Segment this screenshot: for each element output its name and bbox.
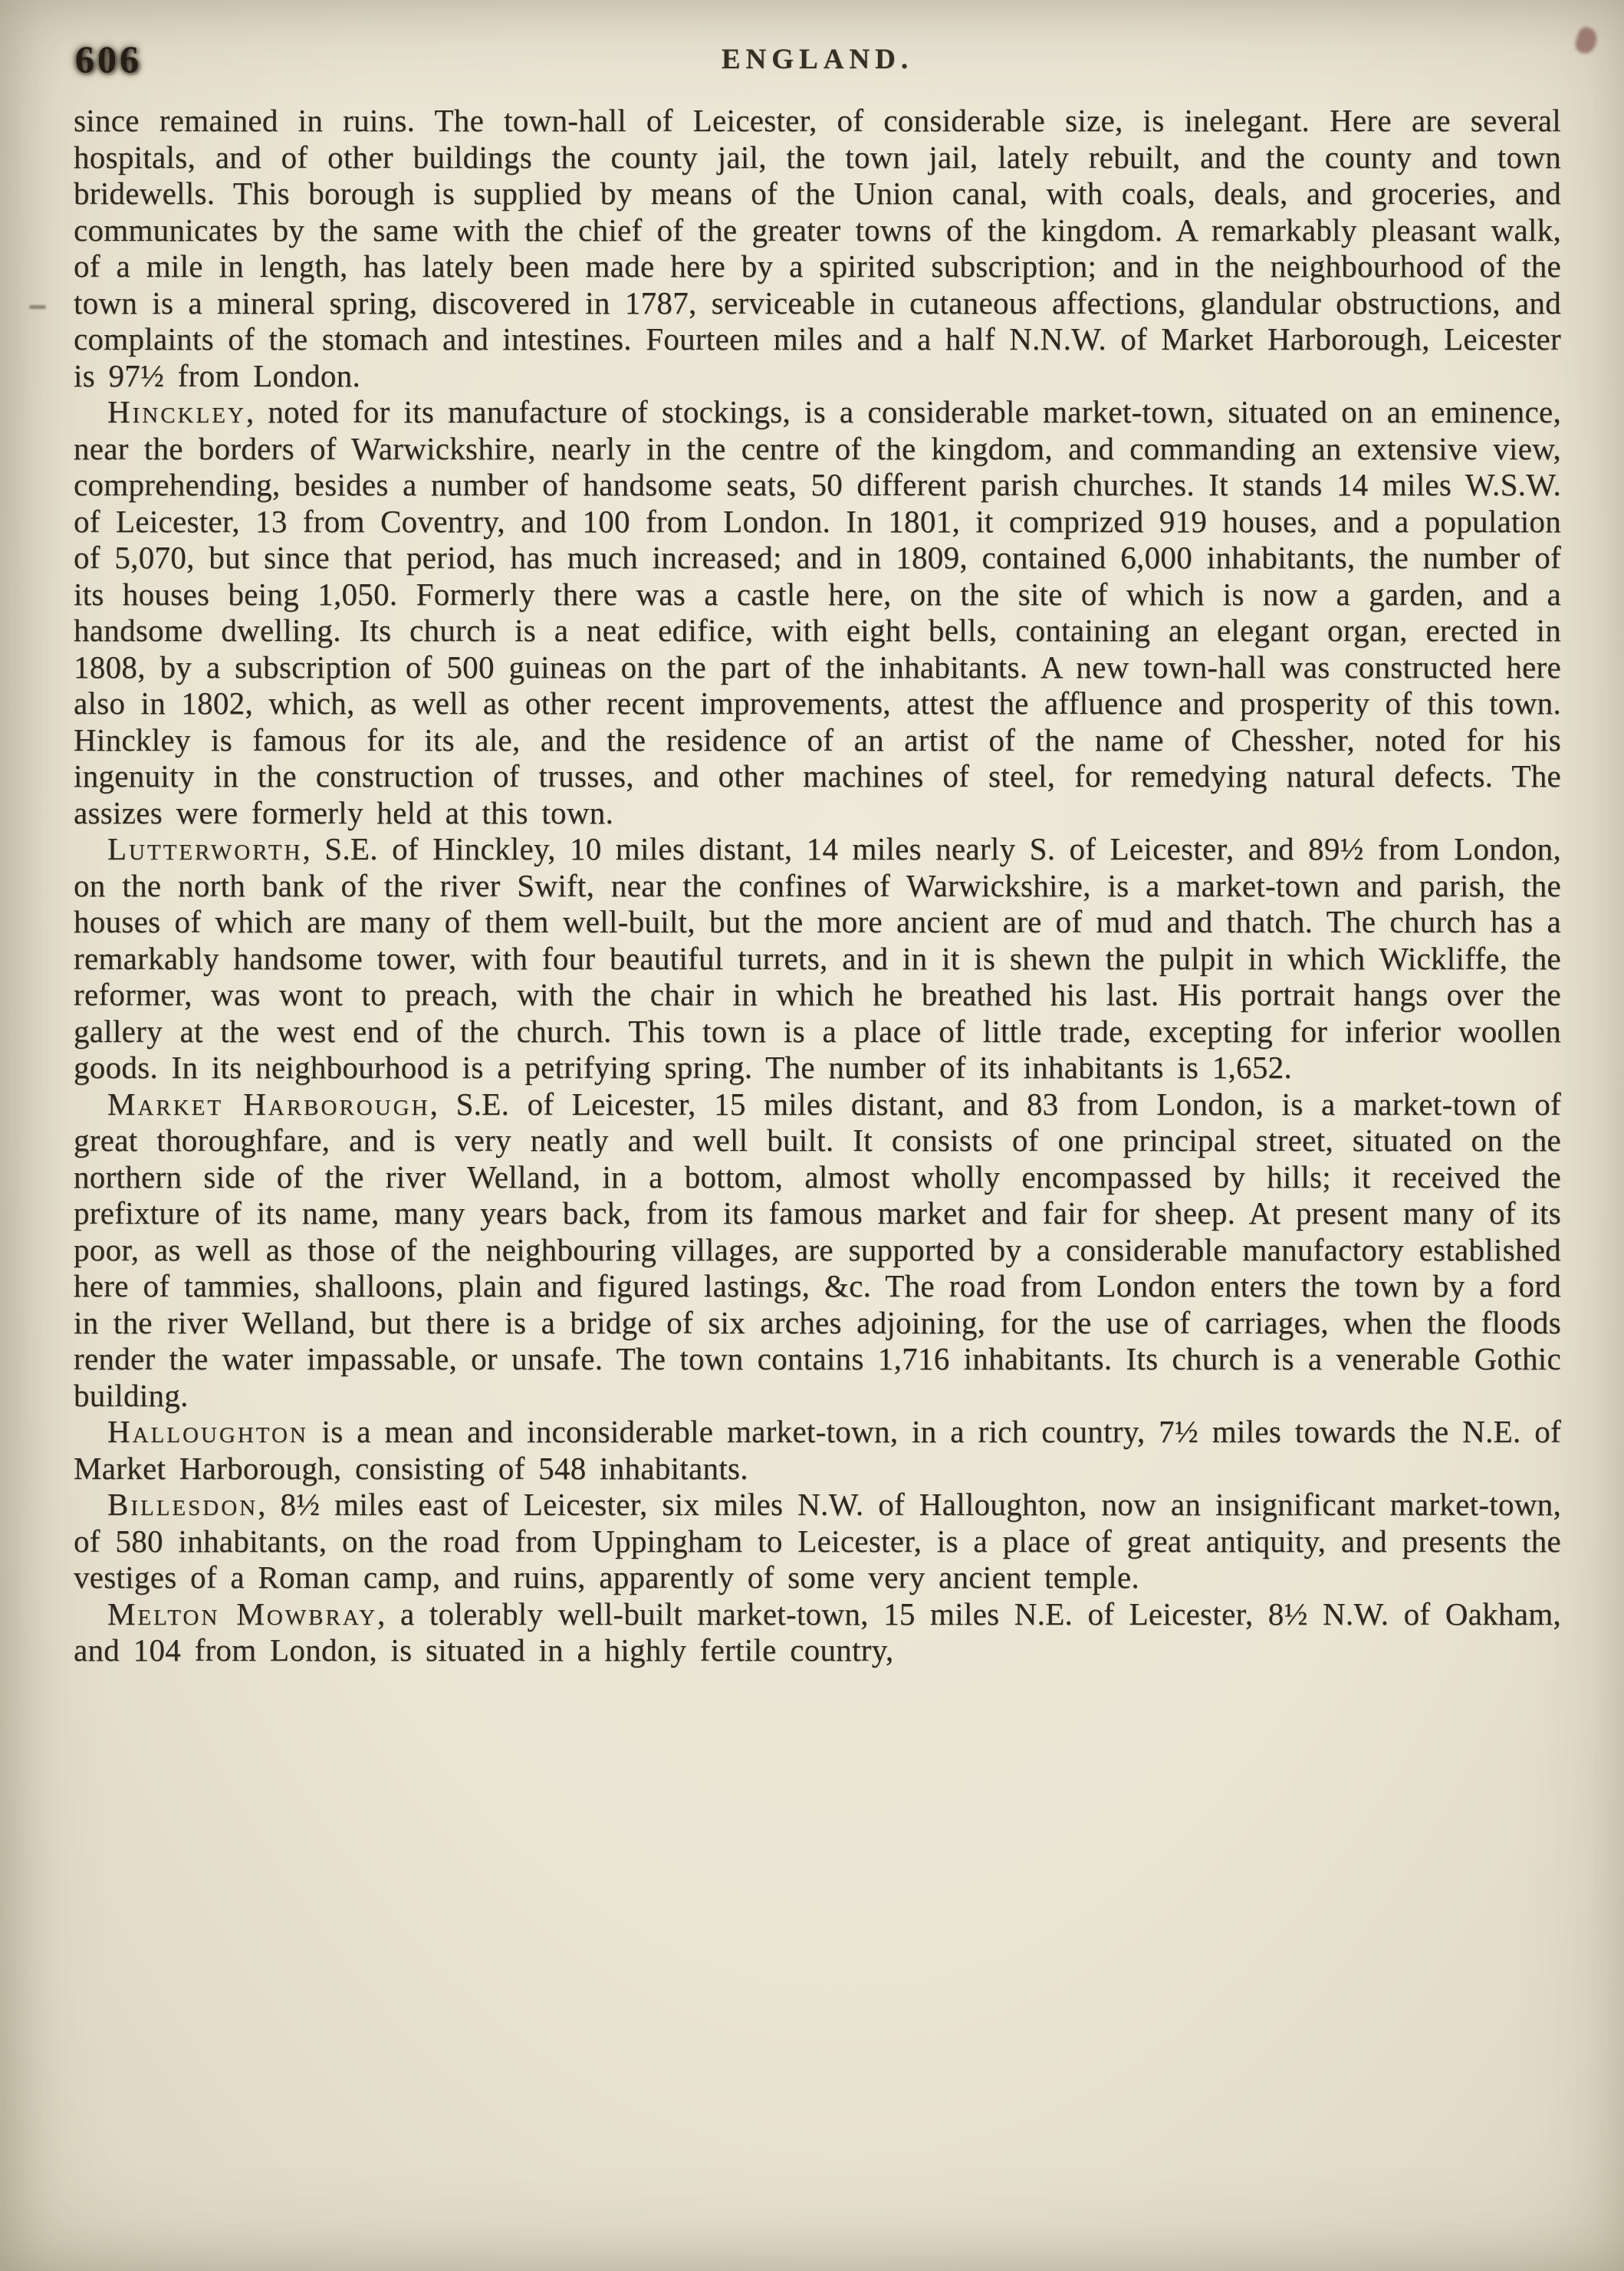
page-header (74, 37, 1561, 90)
scan-ink-mark (1573, 25, 1599, 56)
town-name: Market Harborough (107, 1086, 430, 1122)
paragraph-text: , S.E. of Hinckley, 10 miles distant, 14 miles nearly S. of Leicester, and 89½ from London, on the north bank of the river Swift, near the confines of Warwickshire, is a market-town and parish, the houses of which are many of them well-built, but the more ancient are of mud and thatch. The church has a remarkably handsome tower, with four beautiful turrets, and in it is shewn the pulpit in which Wickliffe, the reformer, was wont to preach, with the chair in which he breathed his last. His portrait hangs over the gallery at the west end of the church. This town is a place of little trade, excepting for inferior woollen goods. In its neighbourhood is a petrifying spring. The number of its inhabitants is 1,652. (74, 831, 1561, 1085)
town-name: Halloughton (107, 1414, 308, 1449)
paragraph (74, 103, 1561, 394)
page-number: 606 (75, 38, 142, 81)
paragraph (74, 831, 1561, 1086)
paragraph-text: , a tolerably well-built market-town, 15 miles N.E. of Leicester, 8½ N.W. of Oakham, and 104 from London, is situated in a highly fertile country, (74, 1596, 1561, 1668)
paragraph (74, 394, 1561, 831)
paragraph (74, 1596, 1561, 1669)
town-name: Billesdon (107, 1487, 258, 1522)
paragraph-text: since remained in ruins. The town-hall of Leicester, of considerable size, is inelegant. Here are several hospitals, and of other buildings the county jail, the town jail, lately rebuilt, and the county and town bridewells. This borough is supplied by means of the Union canal, with coals, deals, and groceries, and communicates by the same with the chief of the greater towns of the kingdom. A remarkably pleasant walk, of a mile in length, has lately been made here by a spirited subscription; and in the neighbourhood of the town is a mineral spring, discovered in 1787, serviceable in cutaneous affections, glandular obstructions, and complaints of the stomach and intestines. Fourteen miles and a half N.N.W. of Market Harborough, Leicester is 97½ from London. (74, 103, 1561, 393)
scan-margin-mark (29, 305, 46, 309)
page-body (74, 103, 1561, 1669)
town-name: Melton Mowbray (107, 1596, 378, 1632)
paragraph (74, 1086, 1561, 1415)
paragraph (74, 1414, 1561, 1487)
town-name: Hinckley (107, 394, 246, 429)
paragraph-text: , 8½ miles east of Leicester, six miles N.W. of Halloughton, now an insignificant market-town, of 580 inhabitants, on the road from Uppingham to Leicester, is a place of great antiquity, and presents the vestiges of a Roman camp, and ruins, apparently of some very ancient temple. (74, 1487, 1561, 1595)
running-title: ENGLAND. (721, 44, 914, 75)
paragraph (74, 1487, 1561, 1596)
town-name: Lutterworth (107, 831, 303, 866)
paragraph-text: , S.E. of Leicester, 15 miles distant, and 83 from London, is a market-town of great thoroughfare, and is very neatly and well built. It consists of one principal street, situated on the northern side of the river Welland, in a bottom, almost wholly encompassed by hills; it received the prefixture of its name, many years back, from its famous market and fair for sheep. At present many of its poor, as well as those of the neighbouring villages, are supported by a considerable manufactory established here of tammies, shalloons, plain and figured lastings, &c. The road from London enters the town by a ford in the river Welland, but there is a bridge of six arches adjoining, for the use of carriages, when the floods render the water impassable, or unsafe. The town contains 1,716 inhabitants. Its church is a venerable Gothic building. (74, 1086, 1561, 1413)
paragraph-text: is a mean and inconsiderable market-town, in a rich country, 7½ miles towards the N.E. of Market Harborough, consisting of 548 inhabitants. (74, 1414, 1561, 1486)
paragraph-text: , noted for its manufacture of stockings, is a considerable market-town, situated on an eminence, near the borders of Warwickshire, nearly in the centre of the kingdom, and commanding an extensive view, comprehending, besides a number of handsome seats, 50 different parish churches. It stands 14 miles W.S.W. of Leicester, 13 from Coventry, and 100 from London. In 1801, it comprized 919 houses, and a population of 5,070, but since that period, has much increased; and in 1809, contained 6,000 inhabitants, the number of its houses being 1,050. Formerly there was a castle here, on the site of which is now a garden, and a handsome dwelling. Its church is a neat edifice, with eight bells, containing an elegant organ, erected in 1808, by a subscription of 500 guineas on the part of the inhabitants. A new town-hall was constructed here also in 1802, which, as well as other recent improvements, attest the affluence and prosperity of this town. Hinckley is famous for its ale, and the residence of an artist of the name of Chessher, noted for his ingenuity in the construction of trusses, and other machines of steel, for remedying natural defects. The assizes were formerly held at this town. (74, 394, 1561, 830)
